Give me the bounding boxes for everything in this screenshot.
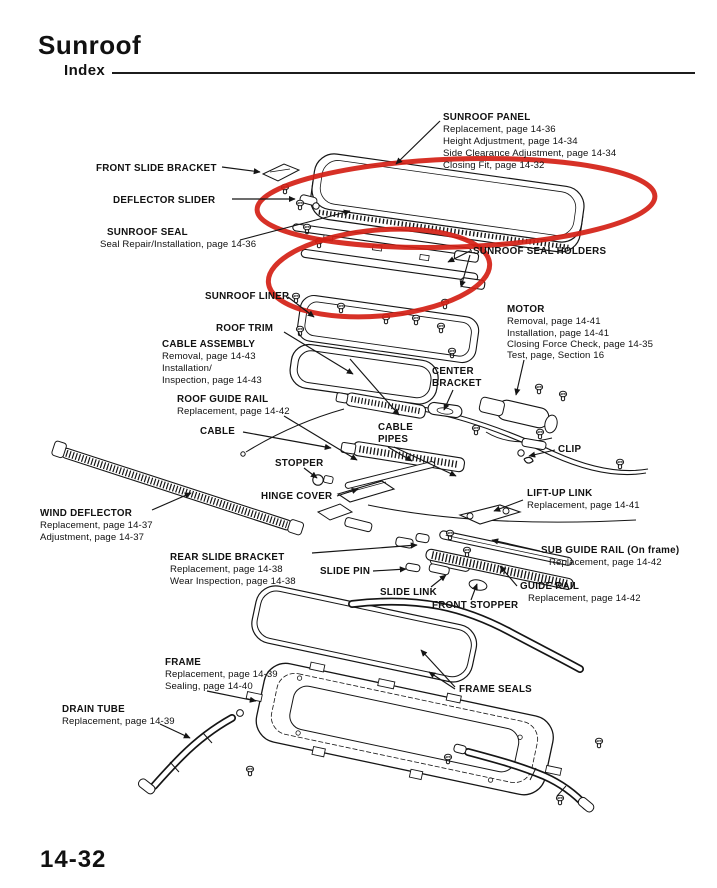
label-roof-guide-rail — [177, 394, 290, 417]
label-guide-rail — [520, 581, 641, 604]
label-sunroof-panel — [443, 112, 617, 171]
label-stopper: STOPPER — [275, 458, 324, 469]
svg-text:DRAIN TUBE: DRAIN TUBE — [62, 704, 125, 715]
svg-text:Replacement, page 14-36: Replacement, page 14-36 — [443, 124, 556, 135]
svg-text:CABLE: CABLE — [378, 422, 413, 433]
svg-text:CENTER: CENTER — [432, 366, 474, 377]
svg-text:Closing Fit, page 14-32: Closing Fit, page 14-32 — [443, 160, 545, 171]
svg-text:SUNROOF SEAL: SUNROOF SEAL — [107, 227, 188, 238]
svg-text:Replacement, page 14-39: Replacement, page 14-39 — [165, 669, 278, 680]
svg-text:Seal Repair/Installation, page: Seal Repair/Installation, page 14-36 — [100, 239, 257, 250]
svg-text:Replacement, page 14-37: Replacement, page 14-37 — [40, 520, 153, 531]
front-stopper-drawing — [468, 578, 488, 592]
svg-text:Removal, page 14-41: Removal, page 14-41 — [507, 316, 601, 327]
leader-stopper — [304, 468, 317, 478]
svg-text:Replacement, page 14-42: Replacement, page 14-42 — [549, 557, 662, 568]
svg-text:Inspection, page 14-43: Inspection, page 14-43 — [162, 375, 262, 386]
label-frame-seals: FRAME SEALS — [459, 684, 532, 695]
leader-front-slide-bracket — [222, 167, 260, 172]
svg-text:Replacement, page 14-41: Replacement, page 14-41 — [527, 500, 640, 511]
leader-motor — [516, 360, 524, 395]
cable-pipes-drawing — [345, 461, 436, 489]
label-slide-pin: SLIDE PIN — [320, 566, 371, 577]
svg-text:REAR SLIDE BRACKET: REAR SLIDE BRACKET — [170, 552, 285, 563]
label-slide-link: SLIDE LINK — [380, 587, 437, 598]
svg-text:Wear Inspection, page 14-38: Wear Inspection, page 14-38 — [170, 576, 296, 587]
label-cable-pipes — [378, 422, 413, 445]
label-sunroof-liner: SUNROOF LINER — [205, 291, 290, 302]
leader-roof-guide-rail — [284, 416, 357, 460]
leader-rear-slide-bracket — [312, 545, 417, 553]
frame-drawing — [237, 651, 572, 808]
svg-text:Replacement, page 14-39: Replacement, page 14-39 — [62, 716, 175, 727]
svg-text:Installation, page 14-41: Installation, page 14-41 — [507, 328, 610, 339]
svg-text:Replacement, page 14-42: Replacement, page 14-42 — [528, 593, 641, 604]
svg-text:GUIDE RAIL: GUIDE RAIL — [520, 581, 580, 592]
front-slide-bracket-drawing — [263, 164, 299, 181]
leader-wind-deflector — [152, 493, 191, 510]
label-lift-up-link — [527, 488, 640, 511]
svg-text:ROOF GUIDE RAIL: ROOF GUIDE RAIL — [177, 394, 269, 405]
label-roof-trim: ROOF TRIM — [216, 323, 274, 334]
label-hinge-cover: HINGE COVER — [261, 491, 333, 502]
svg-text:MOTOR: MOTOR — [507, 304, 545, 315]
label-rear-slide-bracket — [170, 552, 296, 587]
stopper-drawing — [313, 475, 334, 485]
leader-slide-link — [431, 575, 446, 587]
label-clip: CLIP — [558, 444, 582, 455]
svg-text:Adjustment, page 14-37: Adjustment, page 14-37 — [40, 532, 145, 543]
svg-text:FRAME: FRAME — [165, 657, 202, 668]
svg-text:Closing Force Check, page 14-3: Closing Force Check, page 14-35 — [507, 339, 654, 350]
svg-text:Height Adjustment, page 14-34: Height Adjustment, page 14-34 — [443, 136, 578, 147]
leader-frame-seals-1 — [421, 650, 455, 687]
svg-text:SUNROOF PANEL: SUNROOF PANEL — [443, 112, 531, 123]
svg-text:Test, page, Section 16: Test, page, Section 16 — [507, 350, 605, 361]
label-front-slide-bracket: FRONT SLIDE BRACKET — [96, 163, 217, 174]
svg-text:Replacement, page 14-42: Replacement, page 14-42 — [177, 406, 290, 417]
label-center-bracket — [432, 366, 482, 389]
label-frame — [165, 657, 278, 692]
label-front-stopper: FRONT STOPPER — [432, 600, 519, 611]
label-cable: CABLE — [200, 426, 235, 437]
center-bracket-drawing — [427, 402, 462, 419]
section-index-label: Index — [64, 62, 106, 79]
label-sunroof-seal — [100, 227, 256, 250]
svg-text:PIPES: PIPES — [378, 434, 409, 445]
svg-text:Side Clearance Adjustment, pag: Side Clearance Adjustment, page 14-34 — [443, 148, 617, 159]
page-number: 14-32 — [40, 846, 107, 873]
label-sub-guide-rail — [541, 545, 679, 568]
label-drain-tube — [62, 704, 175, 727]
svg-text:CABLE ASSEMBLY: CABLE ASSEMBLY — [162, 339, 256, 350]
svg-text:WIND DEFLECTOR: WIND DEFLECTOR — [40, 508, 133, 519]
motor-drawing — [479, 396, 559, 450]
leader-slide-pin — [373, 569, 406, 571]
svg-text:Removal, page 14-43: Removal, page 14-43 — [162, 351, 256, 362]
hinge-cover-drawing — [318, 481, 394, 532]
svg-text:BRACKET: BRACKET — [432, 378, 482, 389]
svg-text:Installation/: Installation/ — [162, 363, 212, 374]
clip-drawing — [518, 450, 533, 463]
label-cable-assembly — [162, 339, 262, 386]
label-sunroof-seal-holders: SUNROOF SEAL HOLDERS — [473, 246, 607, 257]
page-title: Sunroof — [38, 30, 142, 60]
svg-text:Sealing, page 14-40: Sealing, page 14-40 — [165, 681, 253, 692]
svg-text:SUB GUIDE RAIL (On frame): SUB GUIDE RAIL (On frame) — [541, 545, 680, 556]
label-deflector-slider: DEFLECTOR SLIDER — [113, 195, 216, 206]
svg-text:Replacement, page 14-38: Replacement, page 14-38 — [170, 564, 283, 575]
svg-text:LIFT-UP LINK: LIFT-UP LINK — [527, 488, 593, 499]
label-wind-deflector — [40, 508, 153, 543]
label-motor — [507, 304, 653, 361]
slide-pin-drawing — [405, 563, 420, 572]
